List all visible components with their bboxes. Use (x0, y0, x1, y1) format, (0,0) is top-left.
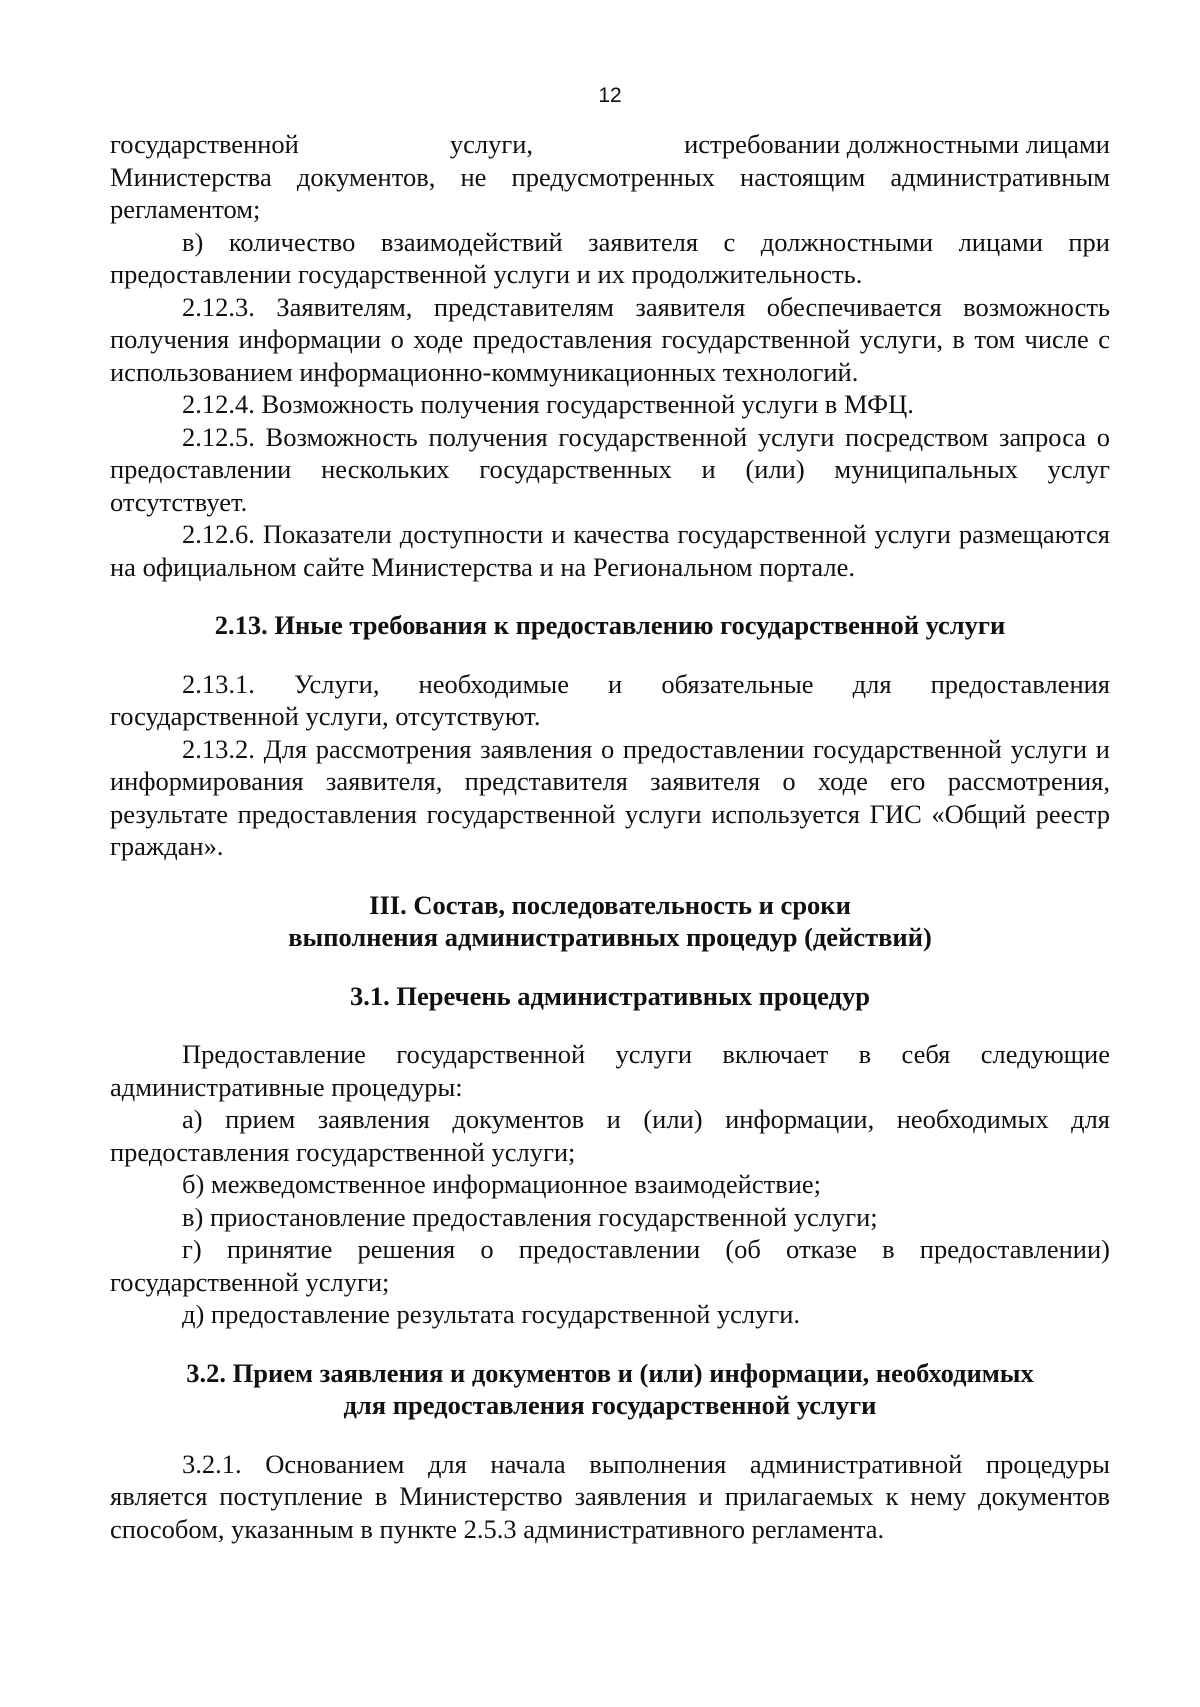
heading-3-2-line2: для предоставления государственной услуги (343, 1390, 877, 1420)
paragraph-item-v: в) количество взаимодействий заявителя с должностными лицами при предоставлении государственной услуги и их продолжительность. (110, 226, 1110, 289)
paragraph-2-13-1: 2.13.1. Услуги, необходимые и обязательные для предоставления государственной услуги, отсутствуют. (110, 668, 1110, 731)
heading-3-2-line1: 3.2. Прием заявления и документов и (или) информации, необходимых (186, 1357, 1034, 1388)
paragraph-2-12-6: 2.12.6. Показатели доступности и качества государственной услуги размещаются на официальном сайте Министерства и на Региональном портале. (110, 519, 1110, 582)
word-gosudarstvennoy: государственной (110, 129, 299, 159)
page-number: 12 (598, 84, 622, 107)
document-page (110, 0, 1110, 1707)
paragraph-2-12-5: 2.12.5. Возможность получения государственной услуги посредством запроса о предоставлении нескольких государственных и (или) муниципальных услуг отсутствует. (110, 421, 1110, 517)
paragraph-2-13-2: 2.13.2. Для рассмотрения заявления о предоставлении государственной услуги и информирования заявителя, представителя заявителя о ходе его рассмотрения, результате предоставления государственной услуги используется ГИС «Общий реестр граждан». (110, 733, 1110, 861)
continued-line (110, 128, 1110, 161)
paragraph-2-12-4: 2.12.4. Возможность получения государственной услуги в МФЦ. (182, 389, 914, 419)
heading-2-13: 2.13. Иные требования к предоставлению государственной услуги (214, 610, 1006, 640)
heading-section-III-line2: выполнения административных процедур (действий) (288, 922, 932, 952)
list-item-g: г) принятие решения о предоставлении (об отказе в предоставлении) государственной услуги; (110, 1234, 1110, 1297)
word-uslugi: услуги, (449, 129, 534, 159)
paragraph-3-2-1: 3.2.1. Основанием для начала выполнения административной процедуры является поступление в Министерство заявления и прилагаемых к нему документов способом, указанным в пункте 2.5.3 административного регламента. (110, 1448, 1110, 1544)
paragraph-3-1-intro: Предоставление государственной услуги включает в себя следующие административные процедуры: (110, 1039, 1110, 1102)
heading-section-III-line1: III. Состав, последовательность и сроки (369, 889, 851, 920)
paragraph-2-12-3: 2.12.3. Заявителям, представителям заявителя обеспечивается возможность получения информации о ходе предоставления государственной услуги, в том числе с использованием информационно-коммуникационных технологий. (110, 291, 1110, 387)
heading-3-1: 3.1. Перечень административных процедур (350, 980, 870, 1011)
list-item-b: б) межведомственное информационное взаимодействие; (182, 1169, 822, 1199)
list-item-d: д) предоставление результата государственной услуги. (182, 1299, 801, 1329)
list-item-a: а) прием заявления документов и (или) информации, необходимых для предоставления государственной услуги; (110, 1104, 1110, 1167)
word-istrebovanii: истребовании должностными лицами (684, 129, 1110, 159)
paragraph-continuation: Министерства документов, не предусмотренных настоящим административным регламентом; (110, 161, 1110, 224)
document-body (110, 128, 1110, 1545)
list-item-v: в) приостановление предоставления государственной услуги; (182, 1201, 878, 1232)
